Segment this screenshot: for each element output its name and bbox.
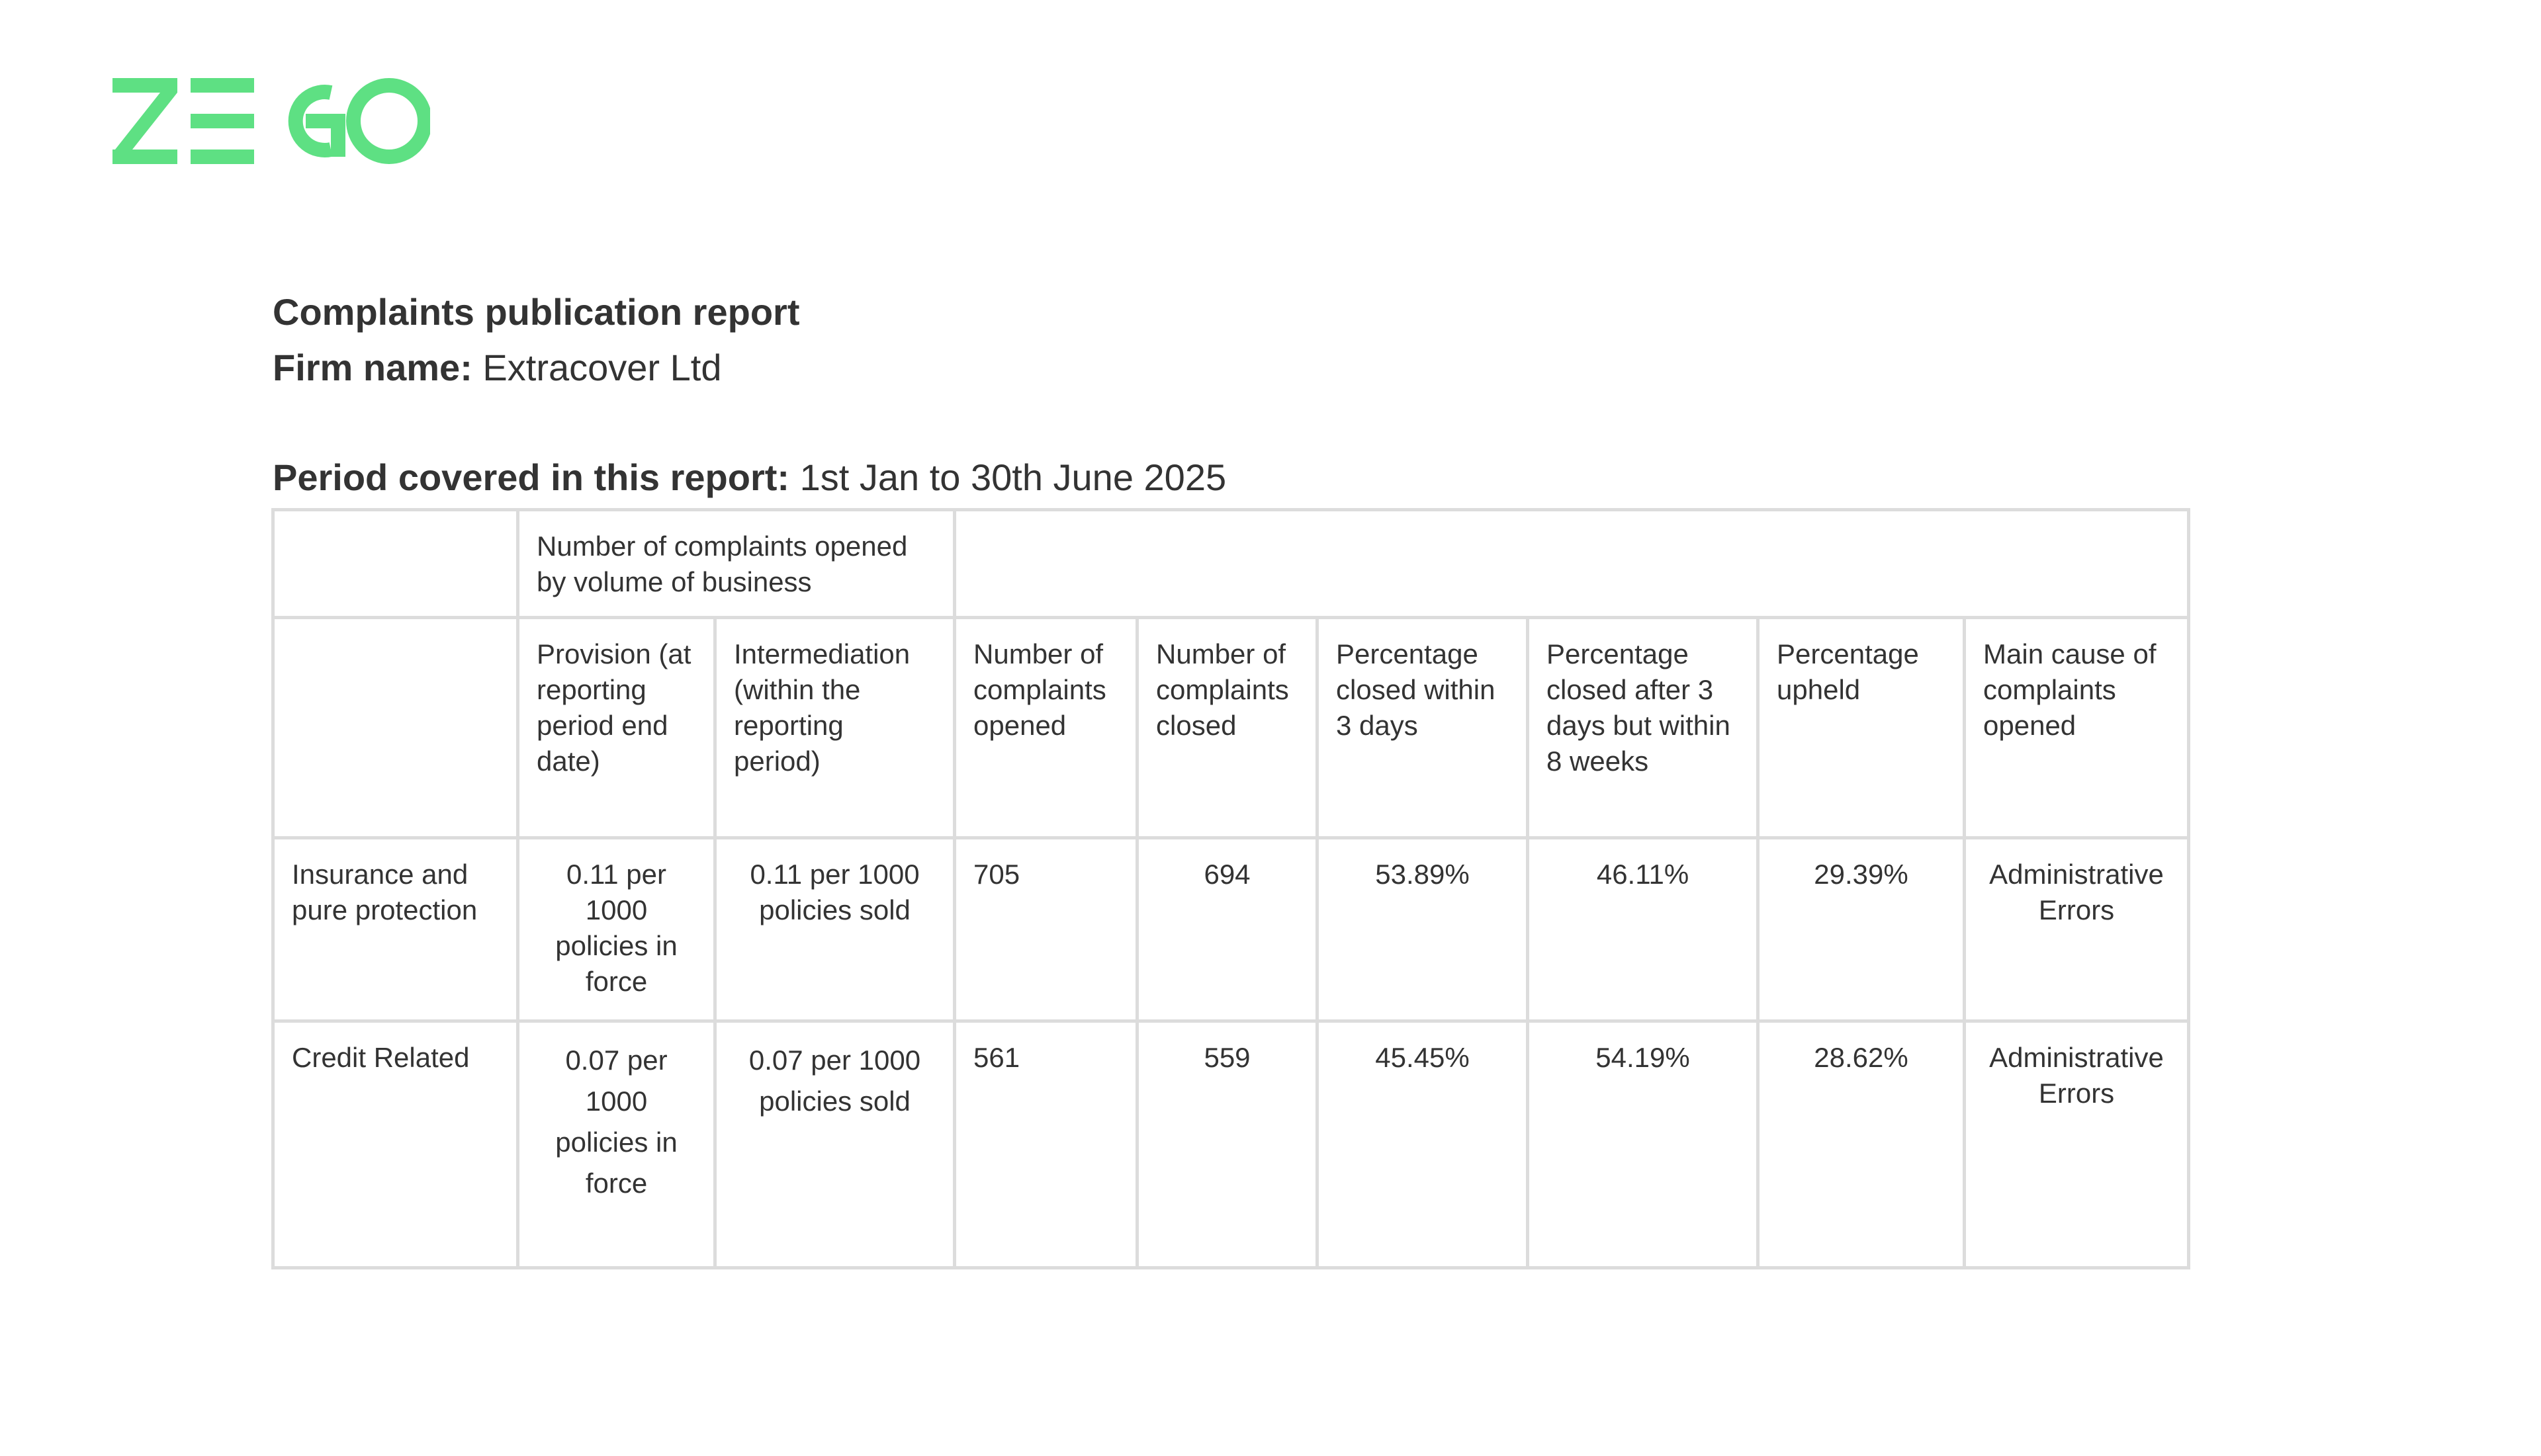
row-category: Insurance and pure protection [273, 838, 518, 1021]
cell-upheld: 29.39% [1758, 838, 1965, 1021]
table-row [273, 838, 2189, 1021]
logo-mark [112, 78, 430, 164]
period-label: Period covered in this report: [273, 456, 790, 498]
cell-intermediation: 0.11 per 1000 policies sold [715, 838, 955, 1021]
firm-label: Firm name: [273, 347, 472, 388]
column-header: Provision (at reporting period end date) [518, 618, 715, 838]
empty-cell [955, 510, 2189, 618]
column-header: Main cause of complaints opened [1965, 618, 2189, 838]
table-header-row [273, 618, 2189, 838]
column-header: Intermediation (within the reporting period) [715, 618, 955, 838]
column-header: Percentage upheld [1758, 618, 1965, 838]
row-category: Credit Related [273, 1021, 518, 1268]
cell-closed-8-weeks: 54.19% [1528, 1021, 1758, 1268]
column-header: Number of complaints closed [1137, 618, 1317, 838]
table-group-header-row [273, 510, 2189, 618]
cell-closed-3-days: 45.45% [1317, 1021, 1528, 1268]
period-value: 1st Jan to 30th June 2025 [799, 456, 1227, 498]
column-header: Percentage closed within 3 days [1317, 618, 1528, 838]
cell-closed: 694 [1137, 838, 1317, 1021]
period-covered [273, 450, 1226, 505]
cell-opened: 705 [955, 838, 1137, 1021]
cell-opened: 561 [955, 1021, 1137, 1268]
firm-name [273, 340, 799, 396]
zego-logo [112, 78, 430, 164]
cell-closed-3-days: 53.89% [1317, 838, 1528, 1021]
cell-main-cause: Administrative Errors [1965, 1021, 2189, 1268]
firm-value: Extracover Ltd [482, 347, 722, 388]
empty-cell [273, 618, 518, 838]
group-header-volume: Number of complaints opened by volume of business [518, 510, 955, 618]
complaints-table [271, 508, 2190, 1269]
table-row [273, 1021, 2189, 1268]
report-title: Complaints publication report [273, 291, 800, 333]
empty-cell [273, 510, 518, 618]
column-header: Number of complaints opened [955, 618, 1137, 838]
cell-closed: 559 [1137, 1021, 1317, 1268]
cell-provision: 0.11 per 1000 policies in force [518, 838, 715, 1021]
cell-upheld: 28.62% [1758, 1021, 1965, 1268]
column-header: Percentage closed after 3 days but within 8 weeks [1528, 618, 1758, 838]
report-header [273, 284, 799, 396]
cell-closed-8-weeks: 46.11% [1528, 838, 1758, 1021]
cell-main-cause: Administrative Errors [1965, 838, 2189, 1021]
cell-intermediation: 0.07 per 1000 policies sold [715, 1021, 955, 1268]
cell-provision: 0.07 per 1000 policies in force [518, 1021, 715, 1268]
